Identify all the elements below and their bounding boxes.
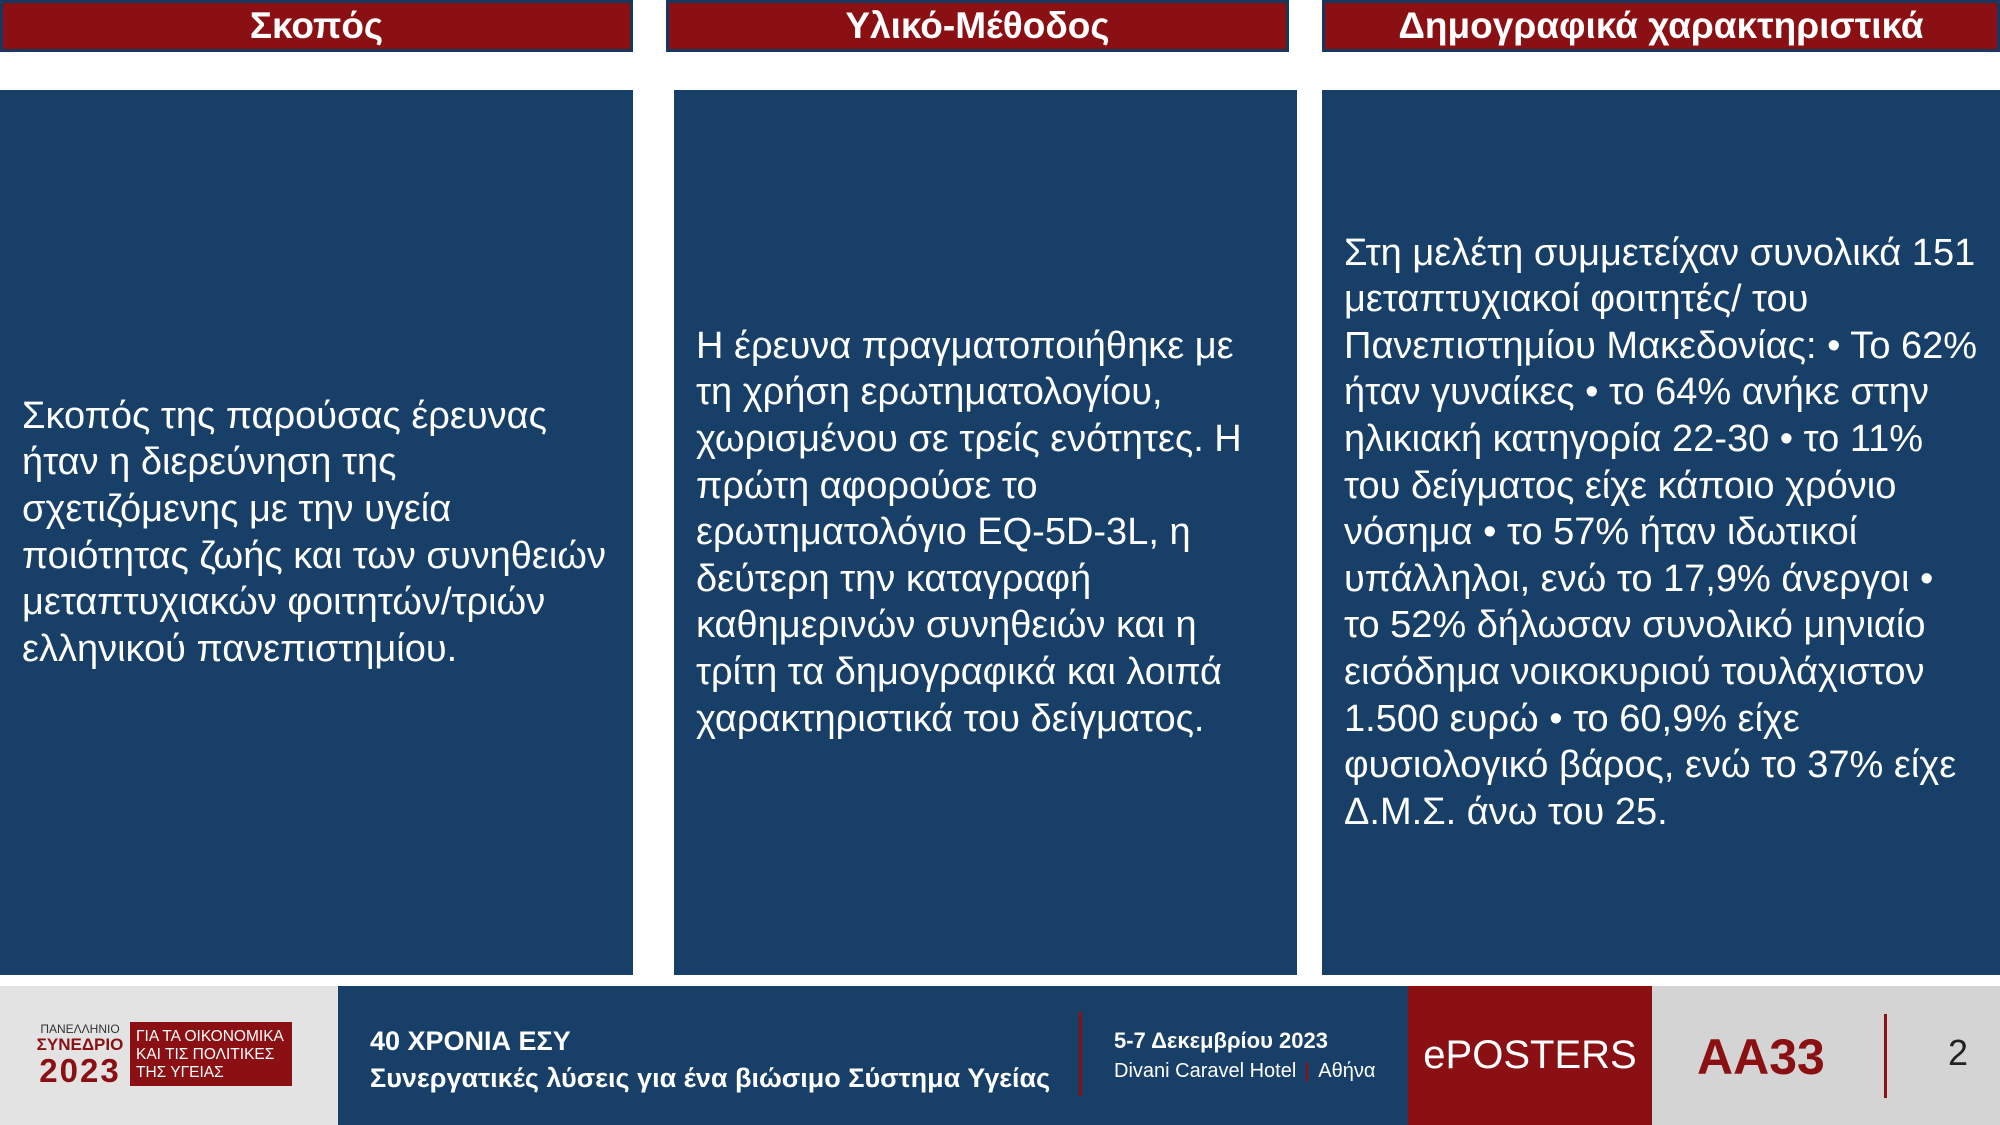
logo-box — [130, 1022, 292, 1086]
footer-venue: Divani Caravel Hotel — [1114, 1060, 1297, 1082]
header-methods: Υλικό-Μέθοδος — [666, 0, 1289, 52]
page-number: 2 — [1948, 1032, 1969, 1073]
methods-text: Η έρευνα πραγματοποιήθηκε με τη χρήση ερωτηματολογίου, χωρισμένου σε τρείς ενότητες. Η πρώτη αφορούσε το ερωτηματολόγιο EQ-5D-3L, η δεύτερη την καταγραφή καθημερινών συνηθειών και η τρίτη τα δημογραφικά και λοιπά χαρακτηριστικά του δείγματος. — [696, 324, 1242, 740]
poster-code: ΑΑ33 — [1697, 1029, 1825, 1085]
footer-city: Αθήνα — [1318, 1060, 1376, 1082]
aim-text: Σκοπός της παρούσας έρευνας ήταν η διερεύνηση της σχετιζόμενης με την υγεία ποιότητας ζωής και των συνηθειών μεταπτυχιακών φοιτητών/τριών ελληνικού πανεπιστημίου. — [22, 394, 606, 670]
logo-line2: ΣΥΝΕΔΡΙΟ — [36, 1035, 124, 1054]
logo-box-line3: ΤΗΣ ΥΓΕΙΑΣ — [136, 1064, 224, 1081]
footer-conference-info — [338, 986, 1408, 1125]
footer-title: 40 ΧΡΟΝΙΑ ΕΣΥ — [370, 1026, 571, 1056]
footer-venue-line — [1114, 1060, 1375, 1083]
header-aim: Σκοπός — [0, 0, 633, 52]
panel-aim — [0, 90, 633, 975]
logo-box-line2: ΚΑΙ ΤΙΣ ΠΟΛΙΤΙΚΕΣ — [136, 1046, 275, 1063]
footer-divider — [1079, 1012, 1082, 1096]
demographics-text: Στη μελέτη συμμετείχαν συνολικά 151 μεταπτυχιακοί φοιτητές/ του Πανεπιστημίου Μακεδονίας: • Το 62% ήταν γυναίκες • το 64% ανήκε στην ηλικιακή κατηγορία 22-30 • το 11% του δείγματος είχε κάποιο χρόνιο νόσημα • το 57% ήταν ιδωτικοί υπάλληλοι, ενώ το 17,9% άνεργοι • το 52% δήλωσαν συνολικό μηνιαίο εισόδημα νοικοκυριού τουλάχιστον 1.500 ευρώ • το 60,9% είχε φυσιολογικό βάρος, ενώ το 37% είχε Δ.Μ.Σ. άνω του 25. — [1344, 231, 1978, 833]
footer-dates: 5-7 Δεκεμβρίου 2023 — [1114, 1028, 1328, 1053]
logo-year: 2023 — [39, 1052, 121, 1089]
venue-separator — [1306, 1062, 1308, 1082]
footer-subtitle: Συνεργατικές λύσεις για ένα βιώσιμο Σύστημα Υγείας — [370, 1063, 1051, 1093]
logo-left — [34, 1022, 126, 1088]
code-divider — [1884, 1014, 1887, 1098]
panel-demographics — [1322, 90, 2000, 975]
header-demographics: Δημογραφικά χαρακτηριστικά — [1322, 0, 2000, 52]
conference-logo — [0, 986, 338, 1125]
eposters-label: ePOSTERS — [1408, 986, 1652, 1125]
panel-methods — [674, 90, 1297, 975]
footer — [0, 986, 2000, 1125]
logo-box-line1: ΓΙΑ ΤΑ ΟΙΚΟΝΟΜΙΚΑ — [136, 1028, 284, 1045]
footer-code-area — [1652, 986, 2000, 1125]
logo-line1: ΠΑΝΕΛΛΗΝΙΟ — [40, 1022, 120, 1036]
